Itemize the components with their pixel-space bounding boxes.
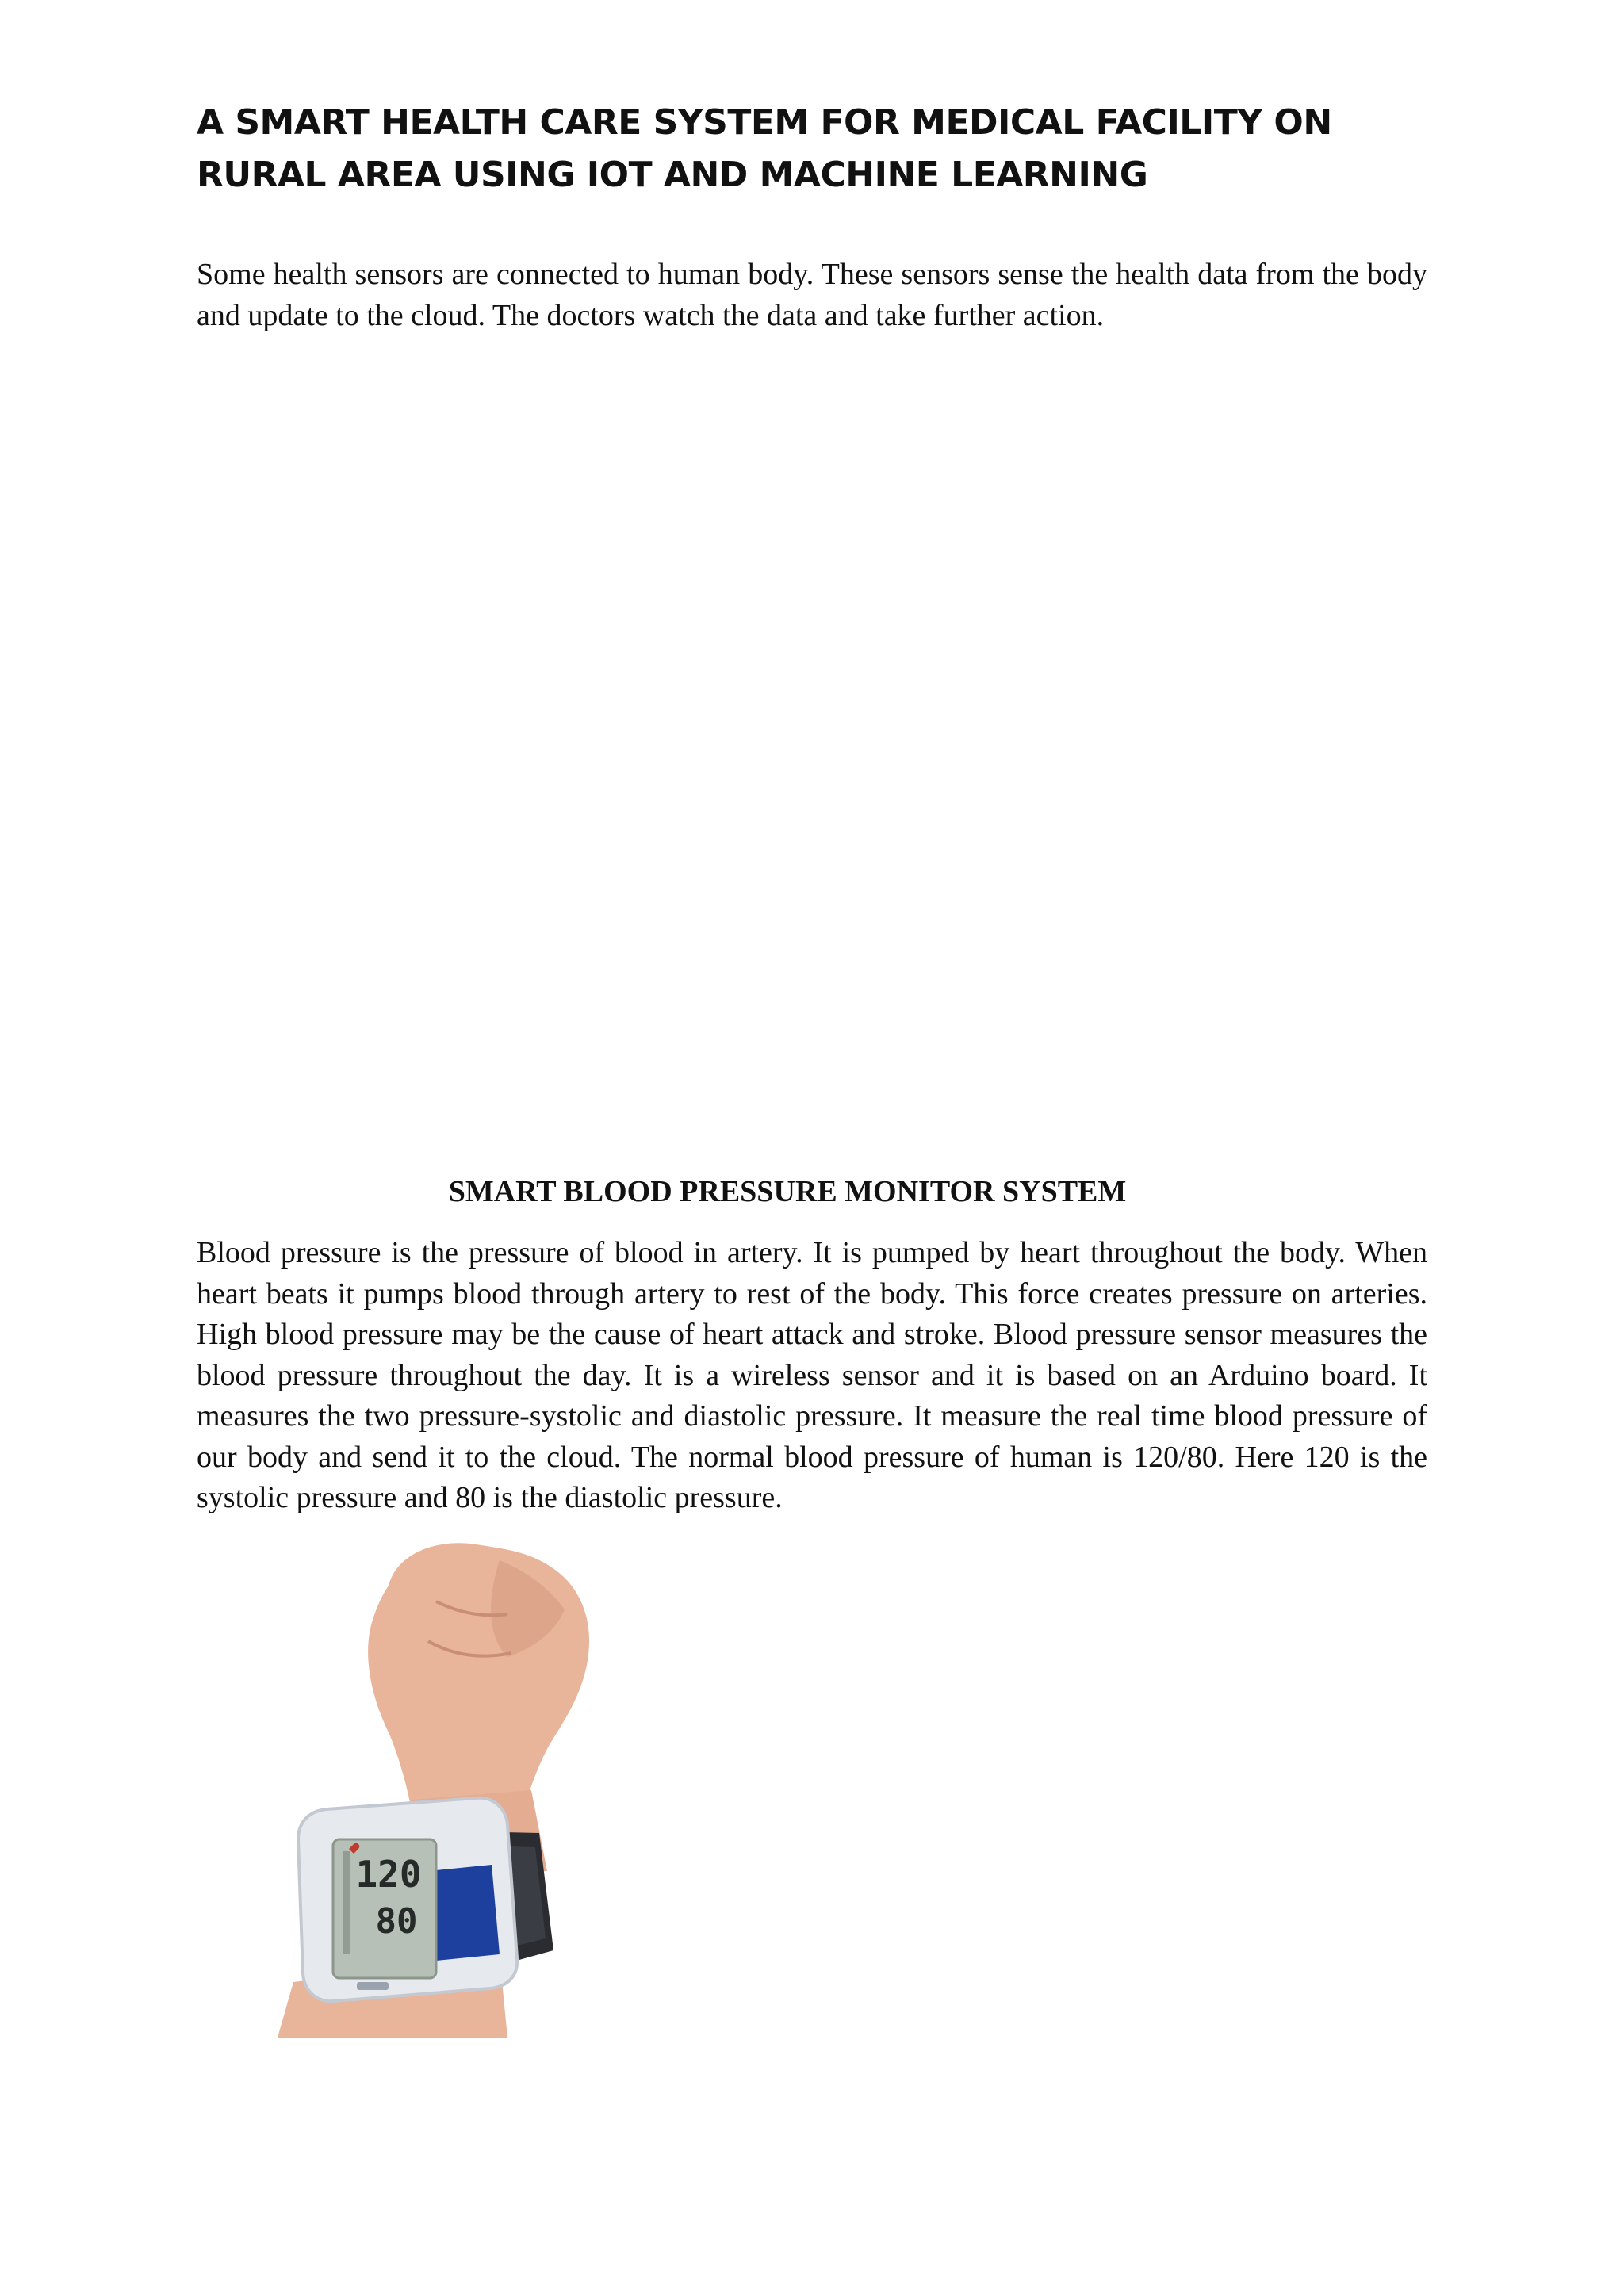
wrist-monitor-illustration: [270, 1538, 682, 2038]
section-heading: SMART BLOOD PRESSURE MONITOR SYSTEM: [448, 1175, 1127, 1208]
fist: [368, 1543, 589, 1822]
intro-paragraph: Some health sensors are connected to human body. These sensors sense the health data from the body and update to the cloud. The doctors watch the data and take further action.: [197, 258, 1427, 332]
blood-pressure-paragraph: Blood pressure is the pressure of blood in artery. It is pumped by heart throughout the body. When heart beats it pumps blood through artery to rest of the body. This force creates pressure on arteries. High blood pressure may be the cause of heart attack and stroke. Blood pressure sensor measures the blood pressure throughout the day. It is a wireless sensor and it is based on an Arduino board. It measures the two pressure-systolic and diastolic pressure. It measure the real time blood pressure of our body and send it to the cloud. The normal blood pressure of human is 120/80. Here 120 is the systolic pressure and 80 is the diastolic pressure.: [197, 1236, 1427, 1514]
lcd-pulse-indicator: [343, 1851, 350, 1954]
document-title: A SMART HEALTH CARE SYSTEM FOR MEDICAL FACILITY ON RURAL AREA USING IOT AND MACHINE LEARNING: [197, 102, 1332, 195]
systolic-reading: 120: [355, 1853, 422, 1896]
wrist-blood-pressure-monitor-photo: [270, 1538, 682, 2038]
monitor-button: [357, 1982, 389, 1990]
diastolic-reading: 80: [375, 1901, 418, 1942]
blue-accent-strip: [428, 1865, 500, 1961]
